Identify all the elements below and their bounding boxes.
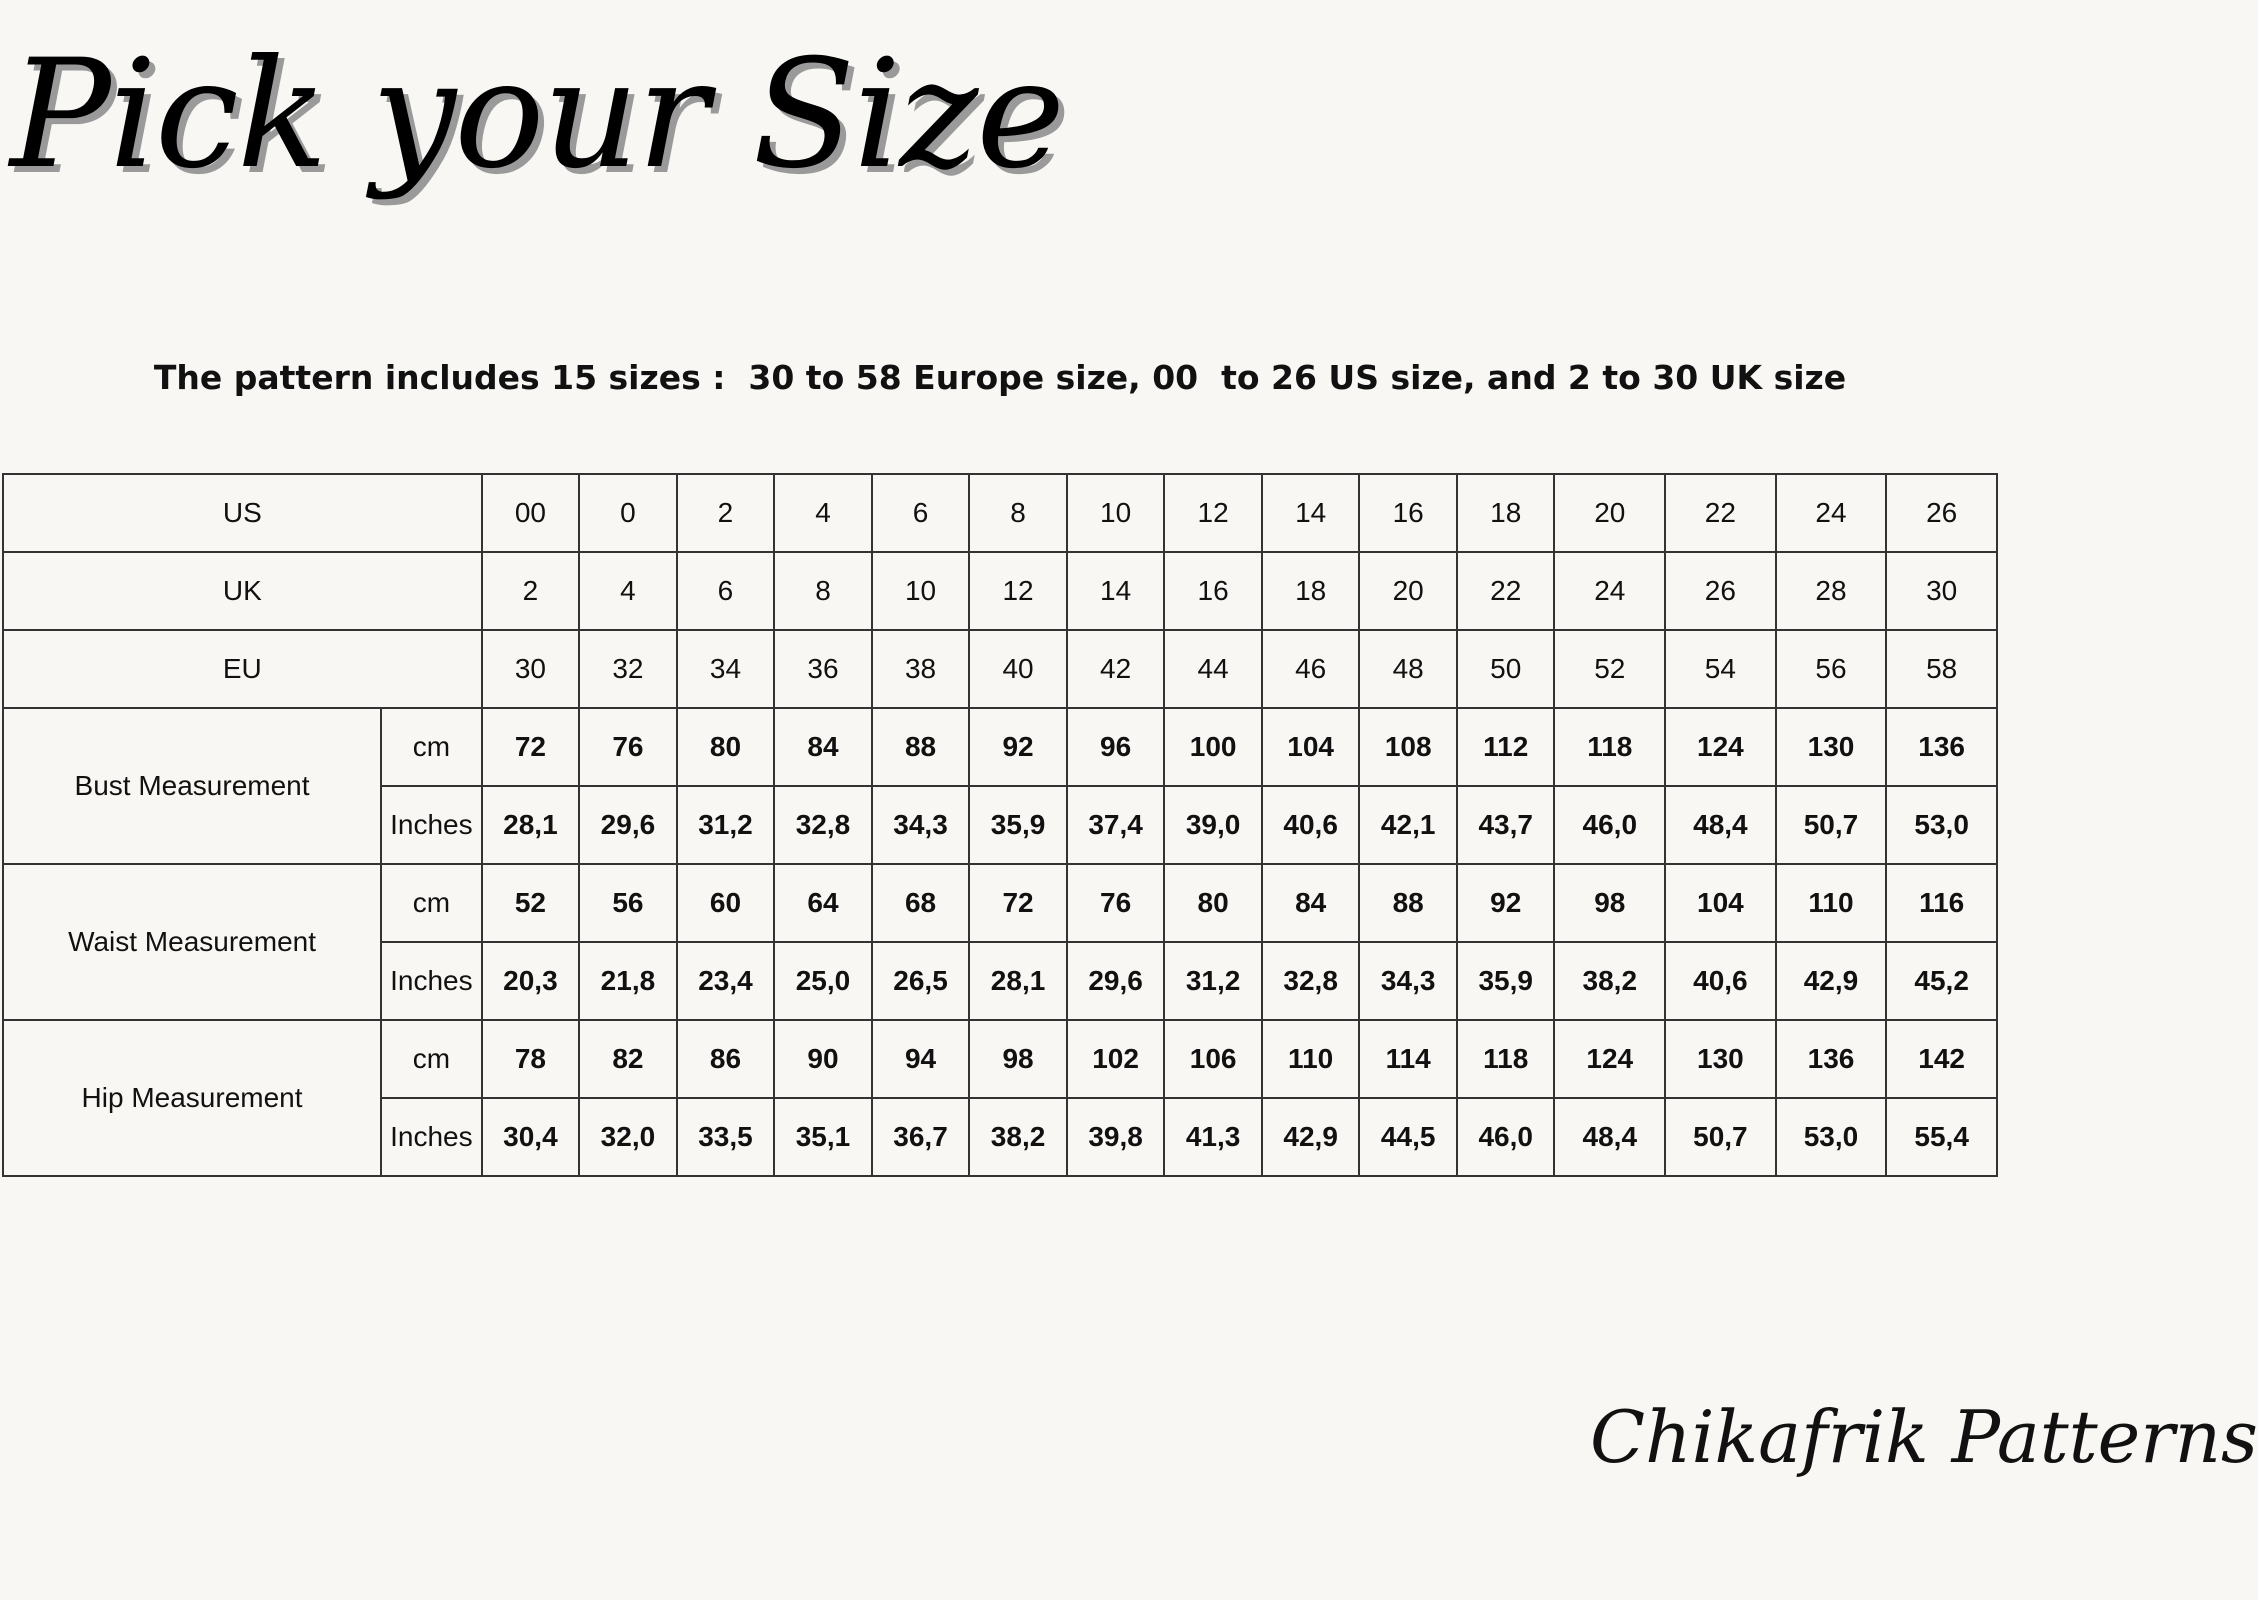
measurement-value-cell: 50,7	[1665, 1098, 1776, 1176]
measurement-value-cell: 44,5	[1359, 1098, 1457, 1176]
measurement-value-cell: 41,3	[1164, 1098, 1262, 1176]
measurement-row	[3, 1020, 1997, 1098]
size-cell: 14	[1067, 552, 1165, 630]
size-cell: 40	[969, 630, 1067, 708]
size-cell: 4	[579, 552, 677, 630]
measurement-row	[3, 708, 1997, 786]
measurement-value-cell: 46,0	[1457, 1098, 1555, 1176]
measurement-value-cell: 84	[774, 708, 872, 786]
measurement-value-cell: 37,4	[1067, 786, 1165, 864]
size-row-uk	[3, 552, 1997, 630]
size-cell: 10	[872, 552, 970, 630]
measurement-value-cell: 43,7	[1457, 786, 1555, 864]
measurement-value-cell: 80	[677, 708, 775, 786]
measurement-value-cell: 80	[1164, 864, 1262, 942]
unit-label: Inches	[381, 942, 482, 1020]
measurement-value-cell: 34,3	[1359, 942, 1457, 1020]
measurement-value-cell: 116	[1886, 864, 1997, 942]
measurement-value-cell: 94	[872, 1020, 970, 1098]
measurement-value-cell: 25,0	[774, 942, 872, 1020]
measurement-value-cell: 38,2	[1554, 942, 1665, 1020]
measurement-value-cell: 42,9	[1776, 942, 1887, 1020]
measurement-value-cell: 32,0	[579, 1098, 677, 1176]
unit-label: Inches	[381, 1098, 482, 1176]
measurement-value-cell: 29,6	[1067, 942, 1165, 1020]
measurement-value-cell: 21,8	[579, 942, 677, 1020]
size-cell: 26	[1665, 552, 1776, 630]
measurement-value-cell: 50,7	[1776, 786, 1887, 864]
measurement-value-cell: 38,2	[969, 1098, 1067, 1176]
measurement-value-cell: 112	[1457, 708, 1555, 786]
measurement-value-cell: 142	[1886, 1020, 1997, 1098]
size-cell: 00	[482, 474, 580, 552]
measurement-value-cell: 68	[872, 864, 970, 942]
size-cell: 48	[1359, 630, 1457, 708]
measurement-value-cell: 56	[579, 864, 677, 942]
size-cell: 20	[1359, 552, 1457, 630]
measurement-value-cell: 130	[1665, 1020, 1776, 1098]
size-chart-body	[3, 474, 1997, 1176]
size-cell: 16	[1359, 474, 1457, 552]
measurement-value-cell: 32,8	[774, 786, 872, 864]
measurement-value-cell: 55,4	[1886, 1098, 1997, 1176]
size-cell: 30	[1886, 552, 1997, 630]
measurement-value-cell: 136	[1886, 708, 1997, 786]
size-cell: 30	[482, 630, 580, 708]
size-cell: 52	[1554, 630, 1665, 708]
size-cell: 54	[1665, 630, 1776, 708]
page-title-wrap	[0, 0, 1064, 330]
measurement-value-cell: 45,2	[1886, 942, 1997, 1020]
measurement-value-cell: 39,0	[1164, 786, 1262, 864]
measurement-value-cell: 100	[1164, 708, 1262, 786]
measurement-value-cell: 40,6	[1665, 942, 1776, 1020]
size-cell: 46	[1262, 630, 1360, 708]
measurement-value-cell: 35,9	[969, 786, 1067, 864]
measurement-value-cell: 23,4	[677, 942, 775, 1020]
measurement-label: Hip Measurement	[3, 1020, 381, 1176]
measurement-value-cell: 78	[482, 1020, 580, 1098]
page-title: Pick your Size	[10, 28, 1064, 202]
size-cell: 0	[579, 474, 677, 552]
measurement-value-cell: 52	[482, 864, 580, 942]
measurement-value-cell: 136	[1776, 1020, 1887, 1098]
measurement-value-cell: 96	[1067, 708, 1165, 786]
size-cell: 6	[872, 474, 970, 552]
measurement-value-cell: 108	[1359, 708, 1457, 786]
measurement-value-cell: 32,8	[1262, 942, 1360, 1020]
size-cell: 18	[1262, 552, 1360, 630]
size-cell: 18	[1457, 474, 1555, 552]
size-cell: 24	[1554, 552, 1665, 630]
measurement-value-cell: 35,9	[1457, 942, 1555, 1020]
measurement-value-cell: 36,7	[872, 1098, 970, 1176]
measurement-label: Bust Measurement	[3, 708, 381, 864]
measurement-value-cell: 102	[1067, 1020, 1165, 1098]
size-row-us	[3, 474, 1997, 552]
measurement-value-cell: 64	[774, 864, 872, 942]
size-cell: 36	[774, 630, 872, 708]
measurement-value-cell: 53,0	[1776, 1098, 1887, 1176]
measurement-value-cell: 29,6	[579, 786, 677, 864]
measurement-value-cell: 104	[1262, 708, 1360, 786]
size-cell: 22	[1665, 474, 1776, 552]
size-cell: 20	[1554, 474, 1665, 552]
size-cell: 42	[1067, 630, 1165, 708]
measurement-value-cell: 35,1	[774, 1098, 872, 1176]
size-cell: 44	[1164, 630, 1262, 708]
size-cell: 34	[677, 630, 775, 708]
measurement-value-cell: 40,6	[1262, 786, 1360, 864]
measurement-value-cell: 86	[677, 1020, 775, 1098]
measurement-value-cell: 46,0	[1554, 786, 1665, 864]
unit-label: cm	[381, 1020, 482, 1098]
measurement-value-cell: 82	[579, 1020, 677, 1098]
size-cell: 26	[1886, 474, 1997, 552]
measurement-value-cell: 31,2	[1164, 942, 1262, 1020]
size-cell: 10	[1067, 474, 1165, 552]
measurement-value-cell: 42,9	[1262, 1098, 1360, 1176]
measurement-value-cell: 98	[1554, 864, 1665, 942]
measurement-value-cell: 84	[1262, 864, 1360, 942]
size-cell: 12	[969, 552, 1067, 630]
size-system-label: UK	[3, 552, 482, 630]
size-row-eu	[3, 630, 1997, 708]
measurement-value-cell: 104	[1665, 864, 1776, 942]
size-cell: 2	[482, 552, 580, 630]
size-cell: 12	[1164, 474, 1262, 552]
measurement-value-cell: 20,3	[482, 942, 580, 1020]
size-cell: 58	[1886, 630, 1997, 708]
measurement-value-cell: 60	[677, 864, 775, 942]
measurement-value-cell: 110	[1262, 1020, 1360, 1098]
measurement-value-cell: 48,4	[1554, 1098, 1665, 1176]
measurement-value-cell: 92	[969, 708, 1067, 786]
measurement-value-cell: 124	[1554, 1020, 1665, 1098]
size-cell: 14	[1262, 474, 1360, 552]
measurement-value-cell: 114	[1359, 1020, 1457, 1098]
measurement-value-cell: 118	[1457, 1020, 1555, 1098]
measurement-value-cell: 88	[872, 708, 970, 786]
measurement-value-cell: 28,1	[482, 786, 580, 864]
size-cell: 56	[1776, 630, 1887, 708]
size-system-label: US	[3, 474, 482, 552]
measurement-value-cell: 124	[1665, 708, 1776, 786]
measurement-value-cell: 88	[1359, 864, 1457, 942]
measurement-value-cell: 72	[969, 864, 1067, 942]
size-cell: 4	[774, 474, 872, 552]
measurement-value-cell: 26,5	[872, 942, 970, 1020]
measurement-value-cell: 53,0	[1886, 786, 1997, 864]
size-cell: 50	[1457, 630, 1555, 708]
measurement-row	[3, 864, 1997, 942]
unit-label: cm	[381, 708, 482, 786]
measurement-value-cell: 31,2	[677, 786, 775, 864]
unit-label: cm	[381, 864, 482, 942]
brand-signature: Chikafrik Patterns	[1590, 1395, 2258, 1479]
size-cell: 24	[1776, 474, 1887, 552]
size-cell: 22	[1457, 552, 1555, 630]
size-cell: 6	[677, 552, 775, 630]
measurement-value-cell: 106	[1164, 1020, 1262, 1098]
measurement-value-cell: 39,8	[1067, 1098, 1165, 1176]
size-cell: 28	[1776, 552, 1887, 630]
measurement-value-cell: 118	[1554, 708, 1665, 786]
size-cell: 32	[579, 630, 677, 708]
size-cell: 8	[969, 474, 1067, 552]
measurement-value-cell: 42,1	[1359, 786, 1457, 864]
page-subtitle: The pattern includes 15 sizes : 30 to 58 Europe size, 00 to 26 US size, and 2 to 30 UK size	[153, 358, 1847, 397]
measurement-value-cell: 28,1	[969, 942, 1067, 1020]
size-cell: 38	[872, 630, 970, 708]
size-chart-table	[2, 473, 1998, 1177]
measurement-label: Waist Measurement	[3, 864, 381, 1020]
measurement-value-cell: 72	[482, 708, 580, 786]
measurement-value-cell: 130	[1776, 708, 1887, 786]
size-system-label: EU	[3, 630, 482, 708]
measurement-value-cell: 98	[969, 1020, 1067, 1098]
measurement-value-cell: 34,3	[872, 786, 970, 864]
measurement-value-cell: 76	[579, 708, 677, 786]
measurement-value-cell: 92	[1457, 864, 1555, 942]
measurement-value-cell: 90	[774, 1020, 872, 1098]
size-cell: 16	[1164, 552, 1262, 630]
measurement-value-cell: 30,4	[482, 1098, 580, 1176]
size-cell: 2	[677, 474, 775, 552]
measurement-value-cell: 33,5	[677, 1098, 775, 1176]
measurement-value-cell: 48,4	[1665, 786, 1776, 864]
size-cell: 8	[774, 552, 872, 630]
unit-label: Inches	[381, 786, 482, 864]
measurement-value-cell: 76	[1067, 864, 1165, 942]
measurement-value-cell: 110	[1776, 864, 1887, 942]
